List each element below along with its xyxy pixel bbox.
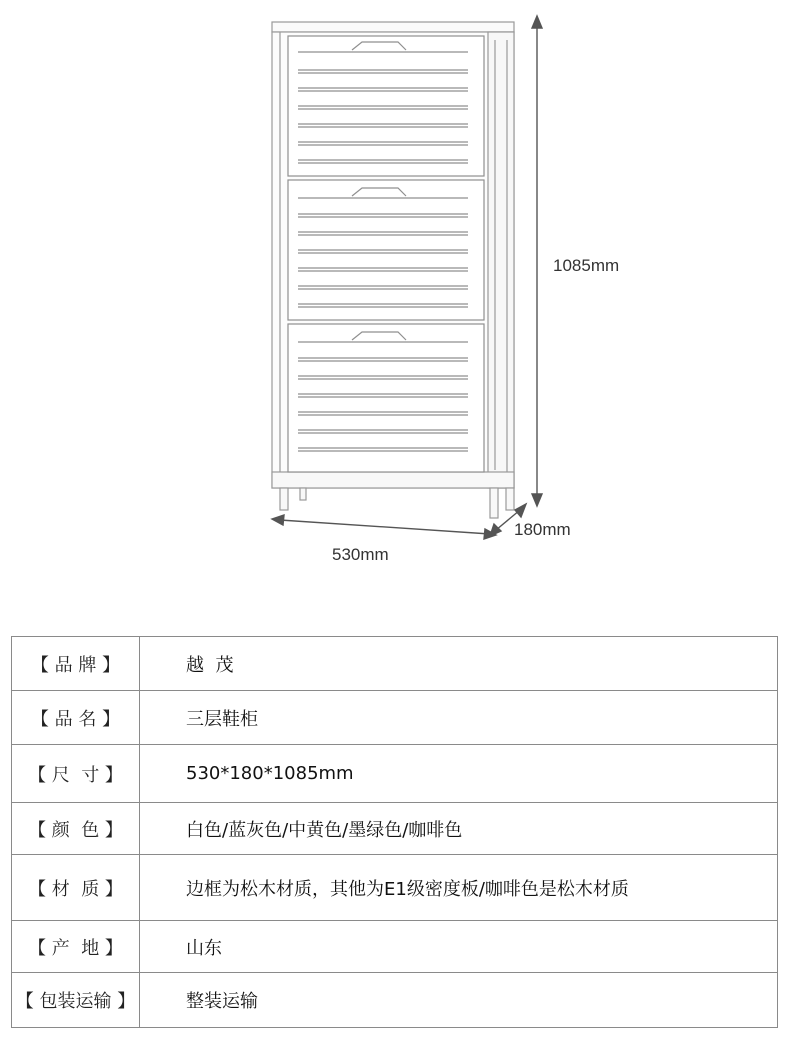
- width-dimension-label: 530mm: [332, 545, 389, 564]
- spec-label-material: 【 材 质 】: [28, 878, 123, 900]
- drawer-middle: [288, 180, 484, 320]
- height-dimension-label: 1085mm: [553, 256, 620, 275]
- spec-row-product-name: [12, 691, 778, 745]
- cabinet-leg-back: [300, 488, 306, 500]
- drawer-top: [288, 36, 484, 176]
- spec-label-brand: 【 品 牌 】: [30, 654, 121, 676]
- spec-value-shipping: 整装运输: [140, 973, 778, 1028]
- spec-row-color: [12, 803, 778, 855]
- spec-value-size: 530*180*1085mm: [140, 745, 778, 803]
- spec-label-shipping: 【 包装运输 】: [15, 991, 136, 1012]
- cabinet-top-board: [272, 22, 514, 32]
- spec-value-color: 白色/蓝灰色/中黄色/墨绿色/咖啡色: [140, 803, 778, 855]
- spec-label-color: 【 颜 色 】: [28, 819, 123, 841]
- spec-row-brand: [12, 637, 778, 691]
- cabinet-leg-right-back: [506, 488, 514, 510]
- spec-label-size: 【 尺 寸 】: [28, 764, 123, 786]
- cabinet-leg-right: [490, 488, 498, 518]
- spec-row-shipping: [12, 973, 778, 1028]
- drawer-bottom: [288, 324, 484, 472]
- spec-value-material: 边框为松木材质，其他为E1级密度板/咖啡色是松木材质: [140, 855, 778, 921]
- spec-value-product-name: 三层鞋柜: [140, 691, 778, 745]
- depth-dimension-label: 180mm: [514, 520, 571, 539]
- spec-value-origin: 山东: [140, 921, 778, 973]
- cabinet-side-panel: [488, 32, 514, 488]
- spec-label-origin: 【 产 地 】: [28, 937, 123, 959]
- width-arrow: [280, 520, 490, 534]
- spec-row-material: [12, 855, 778, 921]
- cabinet-bottom-rail: [272, 472, 514, 488]
- spec-label-product-name: 【 品 名 】: [30, 708, 121, 730]
- cabinet-leg-left: [280, 488, 288, 510]
- spec-value-brand: 越 茂: [140, 637, 778, 691]
- spec-row-size: [12, 745, 778, 803]
- spec-table: [11, 636, 778, 1028]
- spec-row-origin: [12, 921, 778, 973]
